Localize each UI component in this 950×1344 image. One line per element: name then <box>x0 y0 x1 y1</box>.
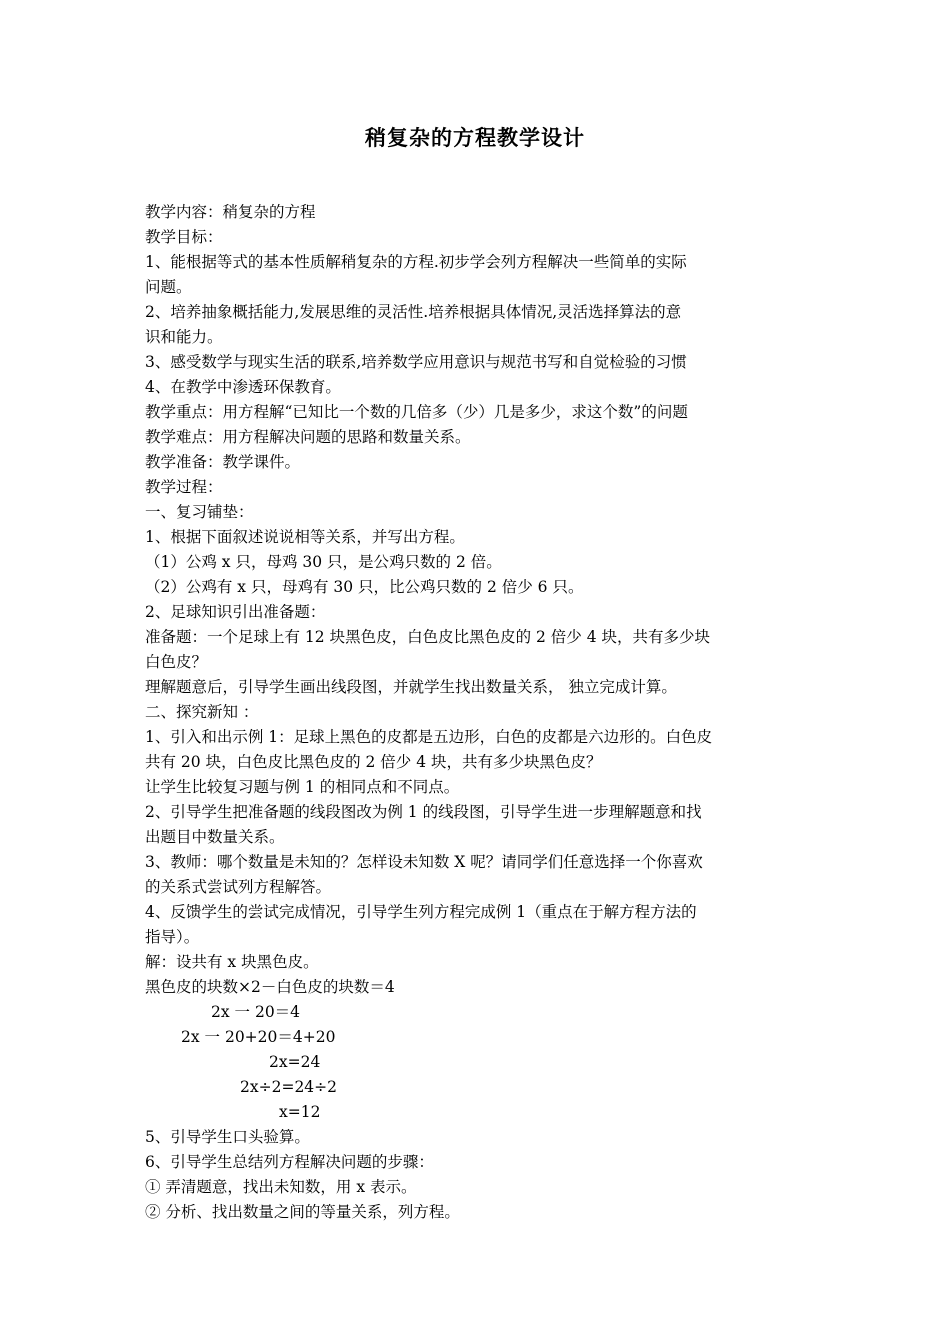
text-line: 教学重点：用方程解“已知比一个数的几倍多（少）几是多少，求这个数”的问题 <box>145 403 688 421</box>
text-line: 4、反馈学生的尝试完成情况，引导学生列方程完成例 1（重点在于解方程方法的 <box>145 903 697 921</box>
text-line: 3、教师：哪个数量是未知的？怎样设未知数 X 呢？请同学们任意选择一个你喜欢 <box>145 853 703 871</box>
equation-line: x=12 <box>279 1103 321 1121</box>
text-line: ① 弄清题意，找出未知数，用 x 表示。 <box>145 1178 417 1196</box>
text-line: 识和能力。 <box>145 328 223 346</box>
text-line: 准备题：一个足球上有 12 块黑色皮，白色皮比黑色皮的 2 倍少 4 块，共有多少块 <box>145 628 711 646</box>
text-line: 3、感受数学与现实生活的联系,培养数学应用意识与规范书写和自觉检验的习惯 <box>145 353 687 371</box>
text-line: 2、足球知识引出准备题： <box>145 603 326 621</box>
text-line: 教学内容：稍复杂的方程 <box>145 203 316 221</box>
text-line: （1）公鸡 x 只，母鸡 30 只，是公鸡只数的 2 倍。 <box>145 553 502 571</box>
text-line: 2、引导学生把准备题的线段图改为例 1 的线段图，引导学生进一步理解题意和找 <box>145 803 702 821</box>
text-line: 让学生比较复习题与例 1 的相同点和不同点。 <box>145 778 460 796</box>
text-line: 4、在教学中渗透环保教育。 <box>145 378 341 396</box>
text-line: 2、培养抽象概括能力,发展思维的灵活性.培养根据具体情况,灵活选择算法的意 <box>145 303 682 321</box>
text-line: 解：设共有 x 块黑色皮。 <box>145 953 319 971</box>
text-line: 出题目中数量关系。 <box>145 828 285 846</box>
text-line: 教学难点：用方程解决问题的思路和数量关系。 <box>145 428 471 446</box>
text-line: 1、能根据等式的基本性质解稍复杂的方程.初步学会列方程解决一些简单的实际 <box>145 253 687 271</box>
text-line: 的关系式尝试列方程解答。 <box>145 878 332 896</box>
document-body <box>145 200 815 1225</box>
document-title: 稍复杂的方程教学设计 <box>365 125 585 150</box>
text-line: 教学准备：教学课件。 <box>145 453 301 471</box>
text-line: （2）公鸡有 x 只，母鸡有 30 只，比公鸡只数的 2 倍少 6 只。 <box>145 578 584 596</box>
text-line: 理解题意后，引导学生画出线段图，并就学生找出数量关系， 独立完成计算。 <box>145 678 677 696</box>
text-line: 共有 20 块，白色皮比黑色皮的 2 倍少 4 块，共有多少块黑色皮？ <box>145 753 602 771</box>
text-line: 教学目标： <box>145 228 223 246</box>
text-line: 黑色皮的块数×2－白色皮的块数＝4 <box>145 978 395 996</box>
text-line: 6、引导学生总结列方程解决问题的步骤： <box>145 1153 434 1171</box>
text-line: 教学过程： <box>145 478 223 496</box>
text-line: 问题。 <box>145 278 192 296</box>
text-line: 指导）。 <box>145 928 200 946</box>
text-line: ② 分析、找出数量之间的等量关系，列方程。 <box>145 1203 460 1221</box>
equation-line: 2x=24 <box>269 1053 321 1071</box>
text-line: 5、引导学生口头验算。 <box>145 1128 310 1146</box>
text-line: 1、根据下面叙述说说相等关系，并写出方程。 <box>145 528 465 546</box>
equation-line: 2x÷2=24÷2 <box>240 1078 338 1096</box>
section-heading: 一、复习铺垫： <box>145 503 254 521</box>
text-line: 1、引入和出示例 1：足球上黑色的皮都是五边形，白色的皮都是六边形的。白色皮 <box>145 728 713 746</box>
section-heading: 二、探究新知 ： <box>145 703 259 721</box>
text-line: 白色皮？ <box>145 653 208 671</box>
equation-line: 2x 一 20＝4 <box>211 1003 301 1021</box>
equation-line: 2x 一 20+20＝4+20 <box>181 1028 336 1046</box>
